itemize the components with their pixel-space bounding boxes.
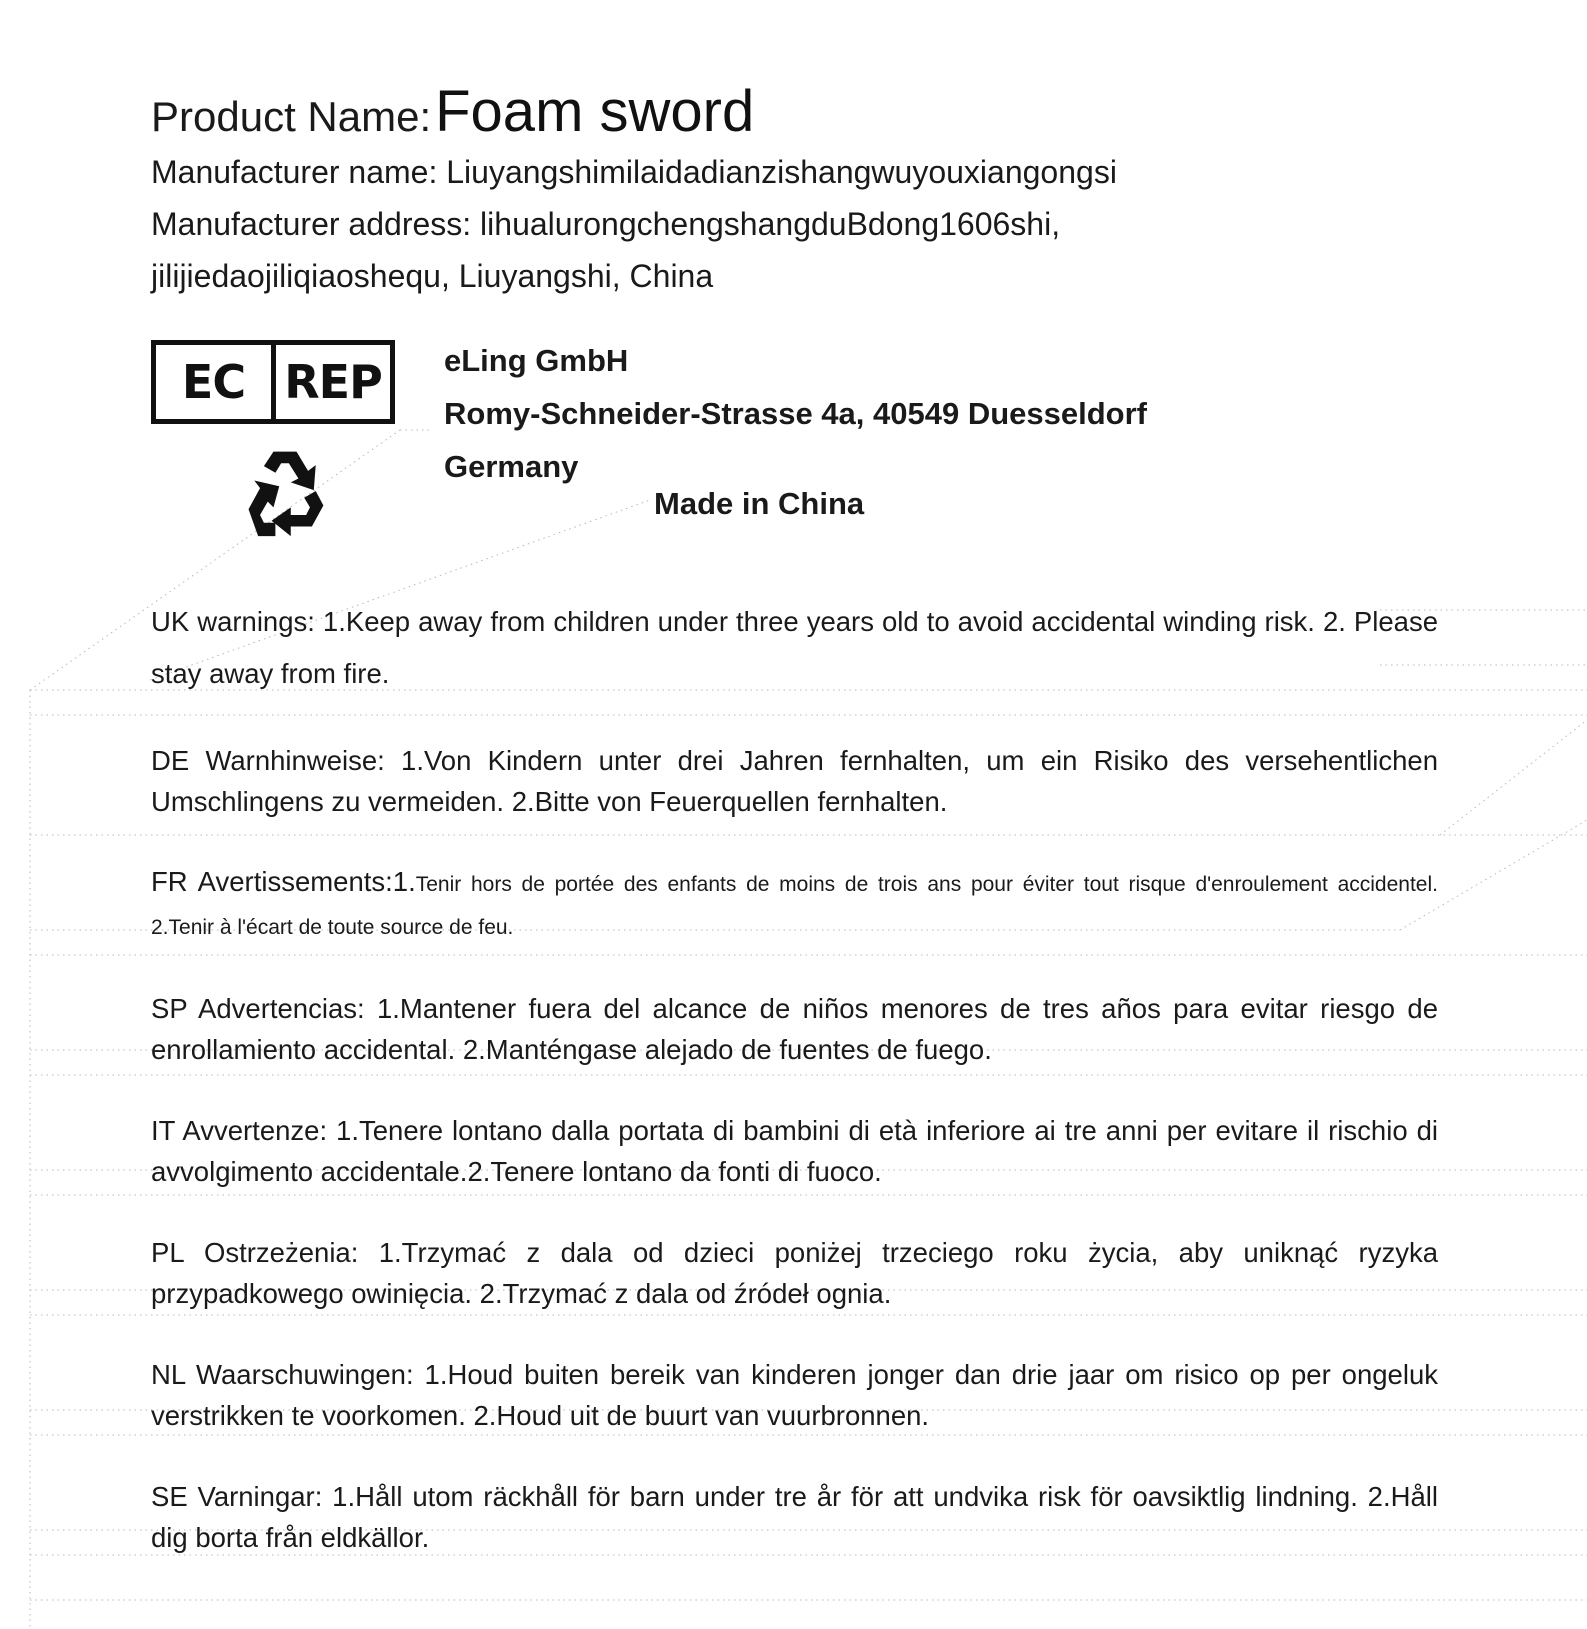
warning-pl: PL Ostrzeżenia: 1.Trzymać z dala od dzieci poniżej trzeciego roku życia, aby uniknąć ryzyka przypadkowego owinięcia. 2.Trzymać z dala od źródeł ognia.	[151, 1237, 1438, 1309]
warning-se: SE Varningar: 1.Håll utom räckhåll för barn under tre år för att undvika risk för oavsiktlig lindning. 2.Håll dig borta från eldkällor.	[151, 1481, 1438, 1553]
product-name-line	[151, 78, 1451, 146]
manufacturer-address-line1: Manufacturer address: lihualurongchengshangduBdong1606shi,	[151, 206, 1061, 242]
product-name-value: Foam sword	[435, 79, 755, 144]
rep-company: eLing GmbH	[444, 343, 629, 378]
warning-it: IT Avvertenze: 1.Tenere lontano dalla portata di bambini di età inferiore ai tre anni per evitare il rischio di avvolgimento accidentale.2.Tenere lontano da fonti di fuoco.	[151, 1115, 1438, 1187]
spacer	[151, 1070, 1438, 1110]
spacer	[151, 1314, 1438, 1354]
rep-street: Romy-Schneider-Strasse 4a, 40549 Duesseldorf	[444, 396, 1147, 431]
warning-de: DE Warnhinweise: 1.Von Kindern unter drei Jahren fernhalten, um ein Risiko des versehentlichen Umschlingens zu vermeiden. 2.Bitte von Feuerquellen fernhalten.	[151, 745, 1438, 817]
spacer	[151, 948, 1438, 988]
spacer	[151, 822, 1438, 862]
ec-rep-symbol-ec: EC	[156, 345, 276, 419]
warning-fr	[151, 862, 1438, 948]
warning-uk: UK warnings: 1.Keep away from children under three years old to avoid accidental winding risk. 2. Please stay away from fire.	[151, 606, 1438, 689]
warning-fr-body: Tenir hors de portée des enfants de moins de trois ans pour éviter tout risque d'enroulement accidentel. 2.Tenir à l'écart de toute source de feu.	[151, 873, 1438, 939]
spacer	[151, 700, 1438, 740]
eu-representative-address	[444, 334, 1147, 493]
ec-rep-icon	[151, 340, 395, 424]
manufacturer-name: Manufacturer name: Liuyangshimilaidadianzishangwuyouxiangongsi	[151, 154, 1117, 190]
spacer	[151, 1436, 1438, 1476]
country-of-origin: Made in China	[654, 486, 865, 521]
manufacturer-address-line2: jilijiedaojiliqiaoshequ, Liuyangshi, China	[151, 258, 714, 294]
warning-fr-heading: FR Avertissements:1.	[151, 866, 416, 897]
eu-representative-block	[151, 334, 1451, 554]
warning-sp: SP Advertencias: 1.Mantener fuera del alcance de niños menores de tres años para evitar riesgo de enrollamiento accidental. 2.Manténgase alejado de fuentes de fuego.	[151, 993, 1438, 1065]
warnings-section	[151, 596, 1438, 1558]
ec-rep-symbol-rep: REP	[284, 355, 382, 409]
spacer	[151, 1192, 1438, 1232]
recycle-icon	[237, 444, 333, 540]
rep-country: Germany	[444, 449, 579, 484]
product-header	[151, 78, 1451, 302]
warning-nl: NL Waarschuwingen: 1.Houd buiten bereik van kinderen jonger dan drie jaar om risico op per ongeluk verstrikken te voorkomen. 2.Houd uit de buurt van vuurbronnen.	[151, 1359, 1438, 1431]
product-name-label: Product Name:	[151, 93, 432, 140]
